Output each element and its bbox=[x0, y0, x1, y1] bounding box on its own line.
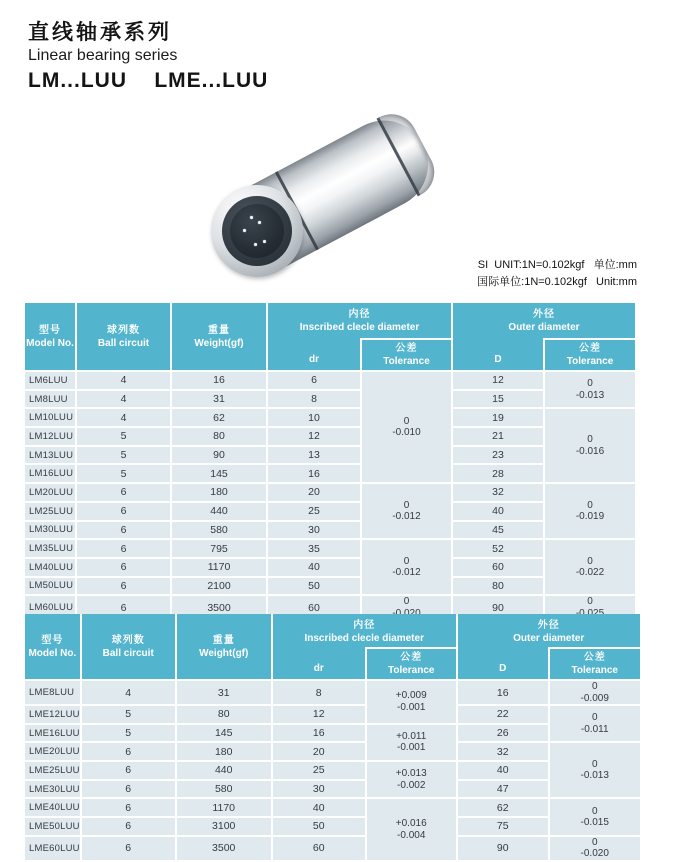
header-d-tolerance: 公差 Tolerance bbox=[550, 647, 642, 681]
cell-d-tolerance: 0 -0.013 bbox=[545, 372, 637, 409]
cell-dr: 35 bbox=[268, 540, 362, 559]
table-row bbox=[25, 837, 642, 862]
cell-dr-tolerance: +0.011 -0.001 bbox=[367, 725, 458, 762]
cell-dr: 50 bbox=[273, 818, 367, 837]
cell-dr: 8 bbox=[273, 681, 367, 706]
cell-model: LME20LUU bbox=[25, 743, 82, 762]
cell-weight: 3100 bbox=[177, 818, 273, 837]
header-weight: 重量 Weight(gf) bbox=[177, 614, 273, 681]
header-ball-circuit: 球列数 Ball circuit bbox=[77, 303, 172, 372]
cell-model: LME16LUU bbox=[25, 725, 82, 744]
cell-dr-tolerance: 0 -0.012 bbox=[362, 484, 453, 540]
cell-d: 12 bbox=[453, 372, 545, 391]
cell-ball-circuit: 4 bbox=[77, 391, 172, 410]
cell-weight: 31 bbox=[172, 391, 268, 410]
cell-ball-circuit: 4 bbox=[82, 681, 177, 706]
header-outer-diameter-group: 外径 Outer diameter bbox=[458, 614, 642, 647]
cell-ball-circuit: 5 bbox=[77, 465, 172, 484]
cell-dr: 6 bbox=[268, 372, 362, 391]
cell-dr-tolerance: +0.016 -0.004 bbox=[367, 799, 458, 861]
cell-dr-tolerance: +0.009 -0.001 bbox=[367, 681, 458, 725]
cell-ball-circuit: 5 bbox=[77, 428, 172, 447]
cell-dr: 25 bbox=[268, 503, 362, 522]
cell-weight: 3500 bbox=[177, 837, 273, 862]
table-row bbox=[25, 540, 637, 559]
cell-dr: 12 bbox=[273, 706, 367, 725]
cell-d: 32 bbox=[453, 484, 545, 503]
cell-d: 32 bbox=[458, 743, 550, 762]
page-title-english: Linear bearing series bbox=[28, 47, 178, 64]
unit-note-line-intl: 国际单位:1N=0.102kgf Unit:mm bbox=[477, 275, 637, 288]
header-dr-tolerance: 公差 Tolerance bbox=[362, 338, 453, 372]
cell-model: LME25LUU bbox=[25, 762, 82, 781]
cell-d: 28 bbox=[453, 465, 545, 484]
cell-ball-circuit: 6 bbox=[82, 837, 177, 862]
cell-d: 21 bbox=[453, 428, 545, 447]
cell-d: 80 bbox=[453, 578, 545, 597]
cell-d-tolerance: 0 -0.013 bbox=[550, 743, 642, 799]
model-series-title: LM...LUU LME...LUU bbox=[28, 69, 269, 92]
cell-dr: 30 bbox=[273, 781, 367, 800]
cell-model: LME40LUU bbox=[25, 799, 82, 818]
lm-series-table bbox=[25, 303, 637, 621]
table-row bbox=[25, 743, 642, 762]
cell-weight: 440 bbox=[172, 503, 268, 522]
cell-d: 62 bbox=[458, 799, 550, 818]
cell-ball-circuit: 5 bbox=[82, 725, 177, 744]
cell-dr: 12 bbox=[268, 428, 362, 447]
cell-model: LM25LUU bbox=[25, 503, 77, 522]
spec-table bbox=[25, 614, 642, 862]
cell-d: 45 bbox=[453, 522, 545, 541]
table-row bbox=[25, 725, 642, 744]
cell-weight: 80 bbox=[177, 706, 273, 725]
header-d: D bbox=[453, 338, 545, 372]
cell-model: LME60LUU bbox=[25, 837, 82, 862]
cell-ball-circuit: 6 bbox=[77, 559, 172, 578]
cell-model: LM20LUU bbox=[25, 484, 77, 503]
bearing-ball bbox=[254, 243, 257, 246]
cell-weight: 80 bbox=[172, 428, 268, 447]
cell-d: 60 bbox=[453, 559, 545, 578]
cell-model: LM40LUU bbox=[25, 559, 77, 578]
cell-dr: 60 bbox=[268, 596, 362, 621]
cell-d: 40 bbox=[458, 762, 550, 781]
cell-d-tolerance: 0 -0.016 bbox=[545, 409, 637, 484]
cell-d: 52 bbox=[453, 540, 545, 559]
cell-weight: 1170 bbox=[172, 559, 268, 578]
cell-d: 47 bbox=[458, 781, 550, 800]
cell-ball-circuit: 6 bbox=[77, 578, 172, 597]
cell-d: 26 bbox=[458, 725, 550, 744]
cell-ball-circuit: 5 bbox=[77, 447, 172, 466]
header-ball-circuit: 球列数 Ball circuit bbox=[82, 614, 177, 681]
lme-series-table bbox=[25, 614, 642, 862]
cell-d-tolerance: 0 -0.009 bbox=[550, 681, 642, 706]
unit-note bbox=[477, 257, 637, 290]
header-model: 型号 Model No. bbox=[25, 614, 82, 681]
cell-ball-circuit: 4 bbox=[77, 372, 172, 391]
table-row bbox=[25, 372, 637, 391]
header-d-tolerance: 公差 Tolerance bbox=[545, 338, 637, 372]
cell-model: LME8LUU bbox=[25, 681, 82, 706]
cell-model: LM12LUU bbox=[25, 428, 77, 447]
bearing-ball bbox=[243, 229, 246, 232]
cell-model: LME12LUU bbox=[25, 706, 82, 725]
cell-ball-circuit: 6 bbox=[77, 522, 172, 541]
cell-model: LME50LUU bbox=[25, 818, 82, 837]
cell-dr: 20 bbox=[268, 484, 362, 503]
table-row bbox=[25, 681, 642, 706]
cell-model: LM10LUU bbox=[25, 409, 77, 428]
cell-model: LM13LUU bbox=[25, 447, 77, 466]
cell-model: LM30LUU bbox=[25, 522, 77, 541]
bearing-bore bbox=[230, 204, 284, 258]
cell-model: LM16LUU bbox=[25, 465, 77, 484]
cell-dr-tolerance: +0.013 -0.002 bbox=[367, 762, 458, 799]
cell-ball-circuit: 6 bbox=[82, 762, 177, 781]
table-row bbox=[25, 799, 642, 818]
cell-d: 90 bbox=[453, 596, 545, 621]
cell-dr: 40 bbox=[268, 559, 362, 578]
header-weight: 重量 Weight(gf) bbox=[172, 303, 268, 372]
cell-dr: 13 bbox=[268, 447, 362, 466]
table-row bbox=[25, 762, 642, 781]
cell-dr: 40 bbox=[273, 799, 367, 818]
cell-model: LM60LUU bbox=[25, 596, 77, 621]
cell-d: 16 bbox=[458, 681, 550, 706]
bearing-ball bbox=[263, 240, 266, 243]
cell-model: LME30LUU bbox=[25, 781, 82, 800]
header-dr: dr bbox=[273, 647, 367, 681]
cell-ball-circuit: 6 bbox=[82, 781, 177, 800]
bearing-ball bbox=[250, 216, 253, 219]
cell-weight: 180 bbox=[172, 484, 268, 503]
cell-dr: 16 bbox=[268, 465, 362, 484]
cell-dr-tolerance: 0 -0.012 bbox=[362, 540, 453, 596]
cell-dr: 16 bbox=[273, 725, 367, 744]
cell-weight: 440 bbox=[177, 762, 273, 781]
cell-ball-circuit: 5 bbox=[82, 706, 177, 725]
cell-weight: 2100 bbox=[172, 578, 268, 597]
unit-note-line-si: SI UNIT:1N=0.102kgf 单位:mm bbox=[477, 259, 637, 271]
header-dr: dr bbox=[268, 338, 362, 372]
bearing-seal-ring bbox=[222, 196, 292, 266]
page-title-chinese: 直线轴承系列 bbox=[28, 21, 172, 44]
cell-d: 23 bbox=[453, 447, 545, 466]
cell-dr: 50 bbox=[268, 578, 362, 597]
header-outer-diameter-group: 外径 Outer diameter bbox=[453, 303, 637, 338]
table-row bbox=[25, 409, 637, 428]
cell-weight: 180 bbox=[177, 743, 273, 762]
cell-dr-tolerance: 0 -0.010 bbox=[362, 372, 453, 484]
cell-dr-tolerance: 0 bbox=[362, 596, 453, 621]
table-row bbox=[25, 818, 642, 837]
header-inner-diameter-group: 内径 Inscribed clecle diameter bbox=[268, 303, 453, 338]
cell-weight: 62 bbox=[172, 409, 268, 428]
cell-ball-circuit: 6 bbox=[82, 743, 177, 762]
bearing-ball bbox=[258, 221, 261, 224]
cell-d: 15 bbox=[453, 391, 545, 410]
cell-weight: 31 bbox=[177, 681, 273, 706]
header-d: D bbox=[458, 647, 550, 681]
bearing-photo bbox=[205, 105, 465, 280]
cell-d-tolerance: 0 -0.015 bbox=[550, 799, 642, 836]
cell-d-tolerance: 0 -0.022 bbox=[545, 540, 637, 596]
cell-weight: 90 bbox=[172, 447, 268, 466]
table-row bbox=[25, 484, 637, 503]
cell-d-tolerance: 0 -0.019 bbox=[545, 484, 637, 540]
title-block bbox=[28, 16, 268, 93]
cell-weight: 795 bbox=[172, 540, 268, 559]
cell-ball-circuit: 6 bbox=[82, 799, 177, 818]
cell-d: 90 bbox=[458, 837, 550, 862]
cell-d: 75 bbox=[458, 818, 550, 837]
spec-table bbox=[25, 303, 637, 621]
cell-weight: 16 bbox=[172, 372, 268, 391]
header-dr-tolerance: 公差 Tolerance bbox=[367, 647, 458, 681]
cell-dr: 8 bbox=[268, 391, 362, 410]
bearing-front-face bbox=[211, 185, 303, 277]
cell-dr: 30 bbox=[268, 522, 362, 541]
cell-weight: 145 bbox=[177, 725, 273, 744]
cell-d-tolerance: 0 -0.011 bbox=[550, 706, 642, 743]
table-row bbox=[25, 706, 642, 725]
cell-weight: 580 bbox=[177, 781, 273, 800]
cell-ball-circuit: 6 bbox=[77, 484, 172, 503]
cell-d: 40 bbox=[453, 503, 545, 522]
cell-ball-circuit: 6 bbox=[77, 596, 172, 621]
cell-model: LM35LUU bbox=[25, 540, 77, 559]
cell-d: 19 bbox=[453, 409, 545, 428]
cell-ball-circuit: 6 bbox=[77, 503, 172, 522]
cell-ball-circuit: 6 bbox=[77, 540, 172, 559]
cell-ball-circuit: 4 bbox=[77, 409, 172, 428]
cell-ball-circuit: 6 bbox=[82, 818, 177, 837]
cell-model: LM6LUU bbox=[25, 372, 77, 391]
header-model: 型号 Model No. bbox=[25, 303, 77, 372]
cell-d: 22 bbox=[458, 706, 550, 725]
cell-dr: 20 bbox=[273, 743, 367, 762]
table-row bbox=[25, 781, 642, 800]
cell-d-tolerance: 0 -0.020 bbox=[550, 837, 642, 862]
header-inner-diameter-group: 内径 Inscribed clecle diameter bbox=[273, 614, 458, 647]
cell-dr: 25 bbox=[273, 762, 367, 781]
cell-weight: 3500 bbox=[172, 596, 268, 621]
cell-model: LM50LUU bbox=[25, 578, 77, 597]
cell-d-tolerance: 0 bbox=[545, 596, 637, 621]
cell-weight: 1170 bbox=[177, 799, 273, 818]
cell-dr: 60 bbox=[273, 837, 367, 862]
cell-dr: 10 bbox=[268, 409, 362, 428]
cell-weight: 145 bbox=[172, 465, 268, 484]
cell-model: LM8LUU bbox=[25, 391, 77, 410]
cell-weight: 580 bbox=[172, 522, 268, 541]
